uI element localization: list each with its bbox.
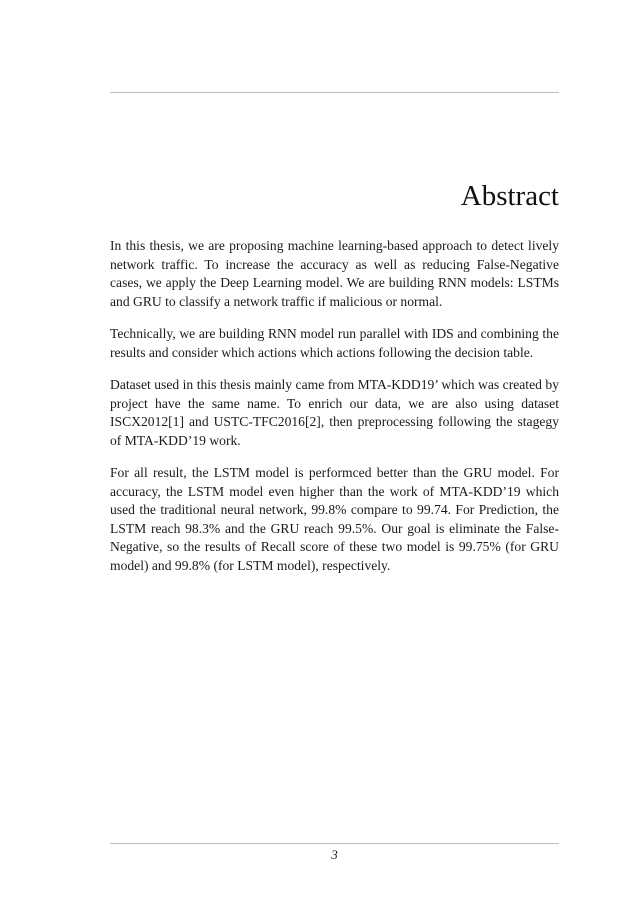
chapter-title: Abstract [460, 180, 559, 212]
header-rule [110, 92, 559, 93]
page-number: 3 [331, 847, 338, 862]
paragraph-intro: In this thesis, we are proposing machine learning-based approach to detect lively network traffic. To increase the accuracy as well as reducing False-Negative cases, we apply the Deep Learning model. We are building RNN models: LSTMs and GRU to classify a network traffic if malicious or normal. [110, 238, 559, 309]
paragraph-results: For all result, the LSTM model is performced better than the GRU model. For accuracy, the LSTM model even higher than the work of MTA-KDD’19 which used the traditional neural network, 99.8% compare to 99.74. For Prediction, the LSTM reach 98.3% and the GRU reach 99.5%. Our goal is eliminate the False-Negative, so the results of Recall score of these two model is 99.75% (for GRU model) and 99.8% (for LSTM model), respectively. [110, 465, 559, 573]
abstract-body [110, 237, 559, 589]
paragraph-dataset: Dataset used in this thesis mainly came from MTA-KDD19’ which was created by project have the same name. To enrich our data, we are also using dataset ISCX2012[1] and USTC-TFC2016[2], then preprocessing following the stagegy of MTA-KDD’19 work. [110, 377, 559, 448]
footer-rule [110, 843, 559, 844]
paragraph-technical: Technically, we are building RNN model run parallel with IDS and combining the results and consider which actions which actions following the decision table. [110, 326, 559, 360]
